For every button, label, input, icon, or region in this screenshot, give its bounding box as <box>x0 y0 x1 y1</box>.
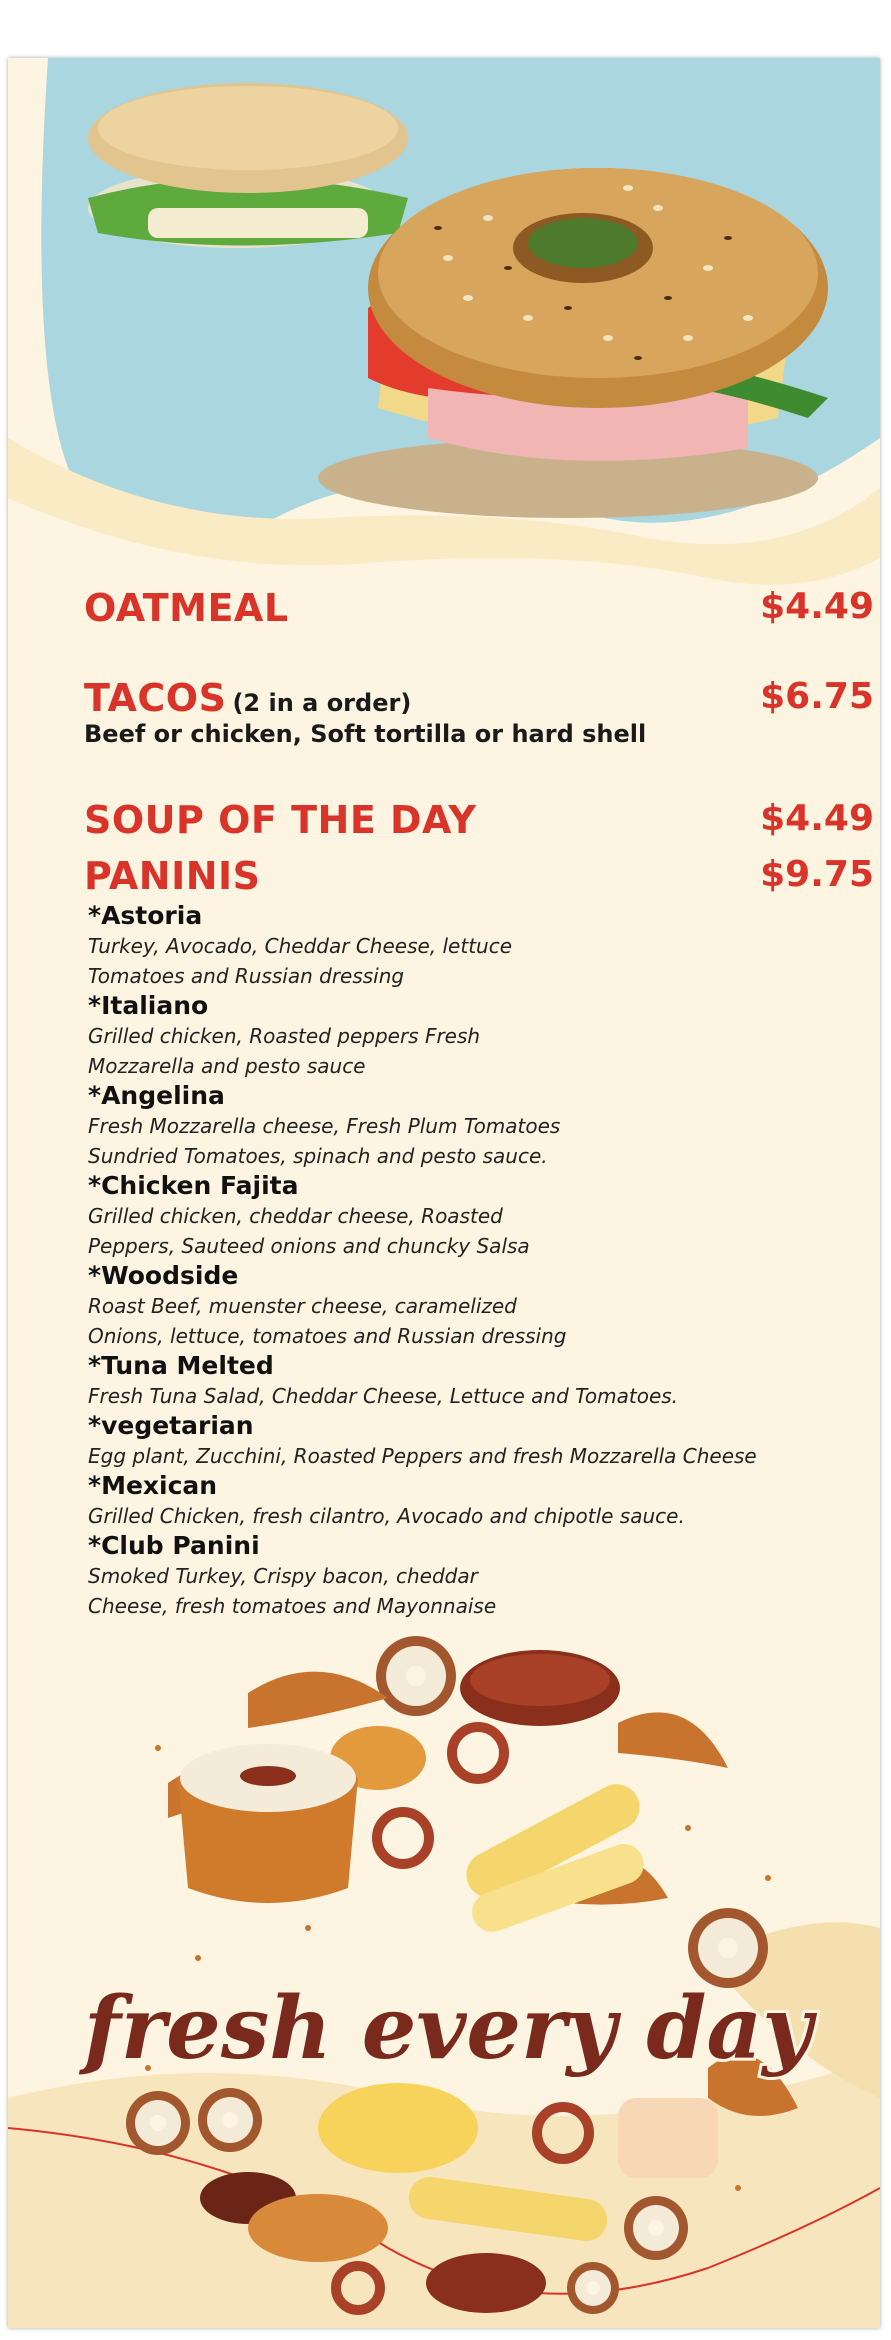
item-title: OATMEAL <box>84 586 289 630</box>
panini-name: *Club Panini <box>88 1531 260 1560</box>
item-price: $6.75 <box>760 676 874 717</box>
menu-item-oatmeal <box>84 586 874 636</box>
panini-description: Grilled chicken, Roasted peppers Fresh Mozzarella and pesto sauce <box>88 1024 481 1078</box>
panini-list <box>88 901 848 1621</box>
list-item <box>88 1471 848 1531</box>
item-title: TACOS <box>84 676 227 720</box>
panini-description: Egg plant, Zucchini, Roasted Peppers and fresh Mozzarella Cheese <box>88 1444 757 1468</box>
item-title: SOUP OF THE DAY <box>84 798 477 842</box>
menu-item-tacos <box>84 676 874 766</box>
panini-description: Roast Beef, muenster cheese, caramelized Onions, lettuce, tomatoes and Russian dressing <box>88 1294 567 1348</box>
list-item <box>88 1531 848 1621</box>
menu-page <box>8 58 880 2328</box>
panini-description: Fresh Tuna Salad, Cheddar Cheese, Lettuce and Tomatoes. <box>88 1384 679 1408</box>
list-item <box>88 1411 848 1471</box>
item-title: PANINIS <box>84 854 261 898</box>
panini-description: Smoked Turkey, Crispy bacon, cheddar Cheese, fresh tomatoes and Mayonnaise <box>88 1564 497 1618</box>
list-item <box>88 1351 848 1411</box>
item-price: $9.75 <box>760 854 874 895</box>
panini-description: Grilled chicken, cheddar cheese, Roasted Peppers, Sauteed onions and chuncky Salsa <box>88 1204 530 1258</box>
item-price: $4.49 <box>760 586 874 627</box>
bakery-illustration <box>8 1628 880 2328</box>
panini-description: Fresh Mozzarella cheese, Fresh Plum Tomatoes Sundried Tomatoes, spinach and pesto sauce. <box>88 1114 561 1168</box>
panini-description: Grilled Chicken, fresh cilantro, Avocado and chipotle sauce. <box>88 1504 685 1528</box>
list-item <box>88 991 848 1081</box>
bagel-sandwich-photo <box>8 58 880 618</box>
menu-item-paninis <box>84 854 874 904</box>
panini-name: *Woodside <box>88 1261 239 1290</box>
panini-name: *vegetarian <box>88 1411 254 1440</box>
item-note: (2 in a order) <box>232 689 412 717</box>
list-item <box>88 1171 848 1261</box>
tagline: fresh every day <box>83 1978 813 2079</box>
panini-name: *Tuna Melted <box>88 1351 274 1380</box>
panini-name: *Angelina <box>88 1081 225 1110</box>
panini-description: Turkey, Avocado, Cheddar Cheese, lettuce Tomatoes and Russian dressing <box>88 934 513 988</box>
item-description: Beef or chicken, Soft tortilla or hard shell <box>84 720 647 748</box>
panini-name: *Chicken Fajita <box>88 1171 299 1200</box>
panini-name: *Mexican <box>88 1471 218 1500</box>
panini-name: *Astoria <box>88 901 203 930</box>
list-item <box>88 1081 848 1171</box>
list-item <box>88 1261 848 1351</box>
item-price: $4.49 <box>760 798 874 839</box>
menu-item-soup <box>84 798 874 848</box>
panini-name: *Italiano <box>88 991 209 1020</box>
list-item <box>88 901 848 991</box>
